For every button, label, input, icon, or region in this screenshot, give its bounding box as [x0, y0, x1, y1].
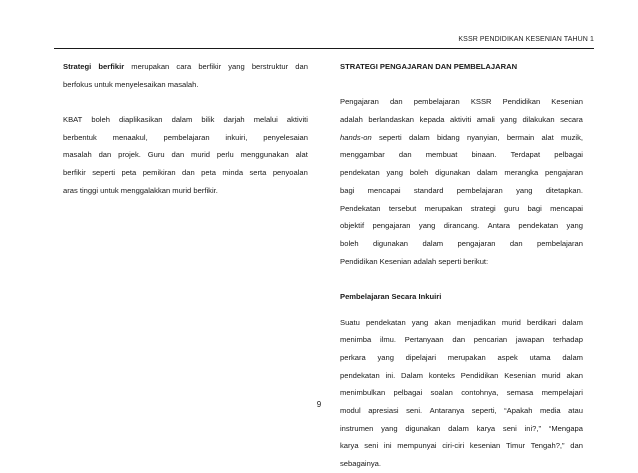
word: semasa [506, 388, 534, 398]
word: aras [63, 185, 78, 195]
word: pembelajaran [536, 238, 583, 248]
word: merupakan [131, 62, 170, 71]
word: Guru [147, 150, 165, 160]
word: Pendidikan [460, 370, 499, 380]
word: Tengah?,” [530, 441, 565, 451]
word: masalah. [167, 79, 199, 89]
word: digunakan [405, 423, 441, 433]
text-line [340, 164, 583, 182]
word: menimbulkan [340, 388, 386, 398]
word: dan [398, 150, 412, 160]
text-line [63, 182, 308, 200]
paragraph-pendekatan [340, 93, 583, 270]
word: Antaranya [429, 406, 465, 416]
word: menyelesaikan [114, 79, 166, 89]
text-line [63, 164, 308, 182]
word: dan [509, 238, 523, 248]
word: boleh [91, 115, 110, 125]
word: untuk [94, 79, 113, 89]
text-line [63, 76, 308, 94]
word: karya [476, 423, 496, 433]
word: strategi [470, 203, 496, 213]
page-number: 9 [316, 400, 322, 409]
word: Suatu [340, 317, 360, 327]
word: berstruktur [251, 62, 289, 71]
word: merupakan [424, 203, 463, 213]
word: pendekatan [518, 221, 559, 231]
word: darjah [223, 115, 245, 125]
word: merupakan [447, 353, 486, 362]
word: pengajaran [544, 168, 583, 178]
word: tersebut [388, 203, 417, 213]
word: untuk [100, 185, 119, 195]
paragraph-strategi-berfikir [63, 58, 308, 93]
word: tinggi [79, 185, 99, 195]
word: Pengajaran [340, 97, 379, 107]
word: peta [121, 168, 137, 178]
word: Timur [505, 441, 526, 451]
word: yang [566, 221, 583, 231]
word: bilik [201, 115, 215, 125]
word: pembelajaran [163, 132, 210, 142]
text-line [340, 200, 583, 218]
word: mencapai [550, 203, 583, 213]
text-line [63, 146, 308, 164]
text-line [340, 253, 583, 271]
word: hands-on [340, 132, 372, 142]
word: pemikiran [142, 168, 176, 178]
word: jawapan [515, 335, 545, 345]
word: menggalakkan [120, 185, 171, 195]
word: pendekatan [365, 317, 406, 327]
word: minda [222, 168, 244, 178]
word: masalah [63, 150, 92, 160]
text-line [340, 146, 583, 164]
word: dan [98, 150, 112, 160]
text-line [340, 314, 583, 332]
word: dalam [448, 423, 469, 433]
word: aktiviti [450, 115, 472, 125]
word: projek. [118, 150, 141, 160]
word: “Mengapa [548, 423, 583, 433]
word: Dalam [401, 370, 423, 380]
word: “Apakah [504, 406, 533, 416]
word: bagi [340, 185, 355, 195]
word: Pendekatan [340, 203, 381, 213]
word: berikut: [463, 256, 489, 266]
word: yang [516, 185, 533, 195]
left-column [63, 58, 308, 200]
paragraph-kbat [63, 111, 308, 199]
word: nyanyian, [467, 132, 500, 142]
word: Kesenian [551, 97, 583, 107]
word: menggunakan [240, 150, 289, 160]
paragraph-gap [63, 93, 308, 111]
word: akan [434, 317, 451, 327]
word: berfikir [63, 168, 86, 178]
word: dalam [422, 238, 444, 248]
word: seperti [92, 168, 116, 178]
word: Kesenian [379, 256, 412, 266]
word: dipelajari [405, 353, 437, 362]
text-line [340, 182, 583, 200]
text-line [340, 331, 583, 349]
text-line [340, 129, 583, 147]
word: contohnya, [461, 388, 499, 398]
word: pendekatan [340, 370, 380, 380]
word: instrumen [340, 423, 374, 433]
word: amali [476, 115, 495, 125]
word: berdikari [527, 317, 557, 327]
word: seperti [438, 256, 462, 266]
word: Pertanyaan [404, 335, 444, 345]
word: dan [171, 150, 185, 160]
word: dan [570, 441, 583, 451]
word: pencarian [473, 335, 508, 345]
word: aktiviti [286, 115, 308, 125]
word: serta [249, 168, 267, 178]
word: digunakan [435, 168, 471, 178]
text-line [63, 111, 308, 129]
word: muzik, [561, 132, 583, 142]
word: Kesenian [504, 370, 536, 380]
word: boleh [340, 238, 359, 248]
word: penyelesaian [263, 132, 308, 142]
running-header: KSSR PENDIDIKAN KESENIAN TAHUN 1 [458, 36, 594, 43]
word: KBAT [63, 115, 83, 125]
word: karya [340, 441, 359, 451]
word: dan [182, 168, 195, 178]
word: dalam [409, 132, 430, 142]
word: seperti, [471, 406, 497, 416]
word: standard [413, 185, 444, 195]
word: konteks [428, 370, 455, 380]
word: yang [500, 115, 517, 125]
word: dalam [171, 115, 193, 125]
text-line [340, 420, 583, 438]
word: menimba [340, 335, 372, 345]
word: menjadikan [456, 317, 496, 327]
word: guru [503, 203, 520, 213]
word: perlu [216, 150, 234, 160]
paragraph-gap [340, 76, 583, 94]
word: yang [418, 221, 436, 231]
text-line [340, 367, 583, 385]
word: binaan. [471, 150, 497, 160]
word: akan [566, 370, 583, 380]
word: ini. [385, 370, 396, 380]
text-line [63, 129, 308, 147]
text-line [340, 455, 583, 473]
word: objektif [340, 221, 365, 231]
word: secara [560, 115, 583, 125]
word: perkara [340, 353, 366, 362]
word: membuat [425, 150, 458, 160]
paragraph-inkuiri [340, 314, 583, 473]
word: soalan [430, 388, 453, 398]
word: bidang [436, 132, 460, 142]
word: berlandaskan [368, 115, 414, 125]
word: bermain [506, 132, 535, 142]
word: mempunyai [397, 441, 437, 451]
word: aspek [497, 353, 518, 362]
text-line [340, 235, 583, 253]
word: pendekatan [340, 168, 380, 178]
word: pengajaran [372, 221, 411, 231]
word: Terdapat [510, 150, 541, 160]
word: murid [541, 370, 561, 380]
word: pelbagai [393, 388, 423, 398]
word: dan [295, 62, 308, 71]
word: atau [568, 406, 583, 416]
word: berfokus [63, 79, 93, 89]
section-heading: STRATEGI PENGAJARAN DAN PEMBELAJARAN [340, 62, 518, 71]
word: ciri-ciri [442, 441, 465, 451]
word: murid [172, 185, 192, 195]
word: sebagainya. [340, 459, 381, 469]
word: dalam [562, 317, 583, 327]
paragraph-gap [340, 306, 583, 314]
word: adalah [413, 256, 437, 266]
word: merangka [504, 168, 539, 178]
header-rule [54, 48, 594, 49]
word: cara [176, 62, 192, 71]
word: seni [502, 423, 517, 433]
word: yang [386, 168, 403, 178]
subsection-heading: Pembelajaran Secara Inkuiri [340, 291, 442, 301]
word: dalam [476, 168, 498, 178]
word: seni. [406, 406, 423, 416]
word: seperti [378, 132, 402, 142]
word: Strategi [63, 62, 92, 71]
word: berfikir [198, 62, 222, 71]
word: yang [228, 62, 245, 71]
word: kepada [419, 115, 445, 125]
word: diaplikasikan [119, 115, 163, 125]
word: modul [340, 406, 361, 416]
word: menaakul, [112, 132, 148, 142]
word: inkuiri, [225, 132, 248, 142]
word: mempelajari [541, 388, 583, 398]
paragraph-gap [340, 270, 583, 288]
word: ini?,” [524, 423, 542, 433]
word: alat [295, 150, 308, 160]
word: digunakan [372, 238, 409, 248]
word: dan [389, 97, 403, 107]
word: terhadap [552, 335, 583, 345]
word: boleh [409, 168, 429, 178]
word: murid [191, 150, 211, 160]
text-line [340, 349, 583, 367]
word: Antara [487, 221, 511, 231]
right-column [340, 58, 583, 473]
word: utama [529, 353, 551, 362]
word: pelbagai [554, 150, 583, 160]
word: ilmu. [379, 335, 397, 345]
text-line [340, 111, 583, 129]
word: melalui [253, 115, 278, 125]
word: media [539, 406, 561, 416]
word: KSSR [470, 97, 492, 107]
word: seni [364, 441, 379, 451]
word: penyoalan [272, 168, 308, 178]
word: pembelajaran [456, 185, 503, 195]
text-line [340, 93, 583, 111]
word: apresiasi [368, 406, 399, 416]
text-line [340, 217, 583, 235]
word: ditetapkan. [545, 185, 583, 195]
word: Pendidikan [502, 97, 541, 107]
word: dalam [562, 353, 583, 362]
text-line [63, 58, 308, 76]
word: berfikir [98, 62, 125, 71]
word: pembelajaran [413, 97, 460, 107]
word: mencapai [367, 185, 401, 195]
word: berbentuk [63, 132, 97, 142]
word: dan [452, 335, 466, 345]
text-line [340, 437, 583, 455]
word: murid [501, 317, 521, 327]
word: ini [383, 441, 392, 451]
word: Pendidikan [340, 256, 378, 266]
word: pengajaran [457, 238, 496, 248]
word: yang [411, 317, 429, 327]
word: kesenian [469, 441, 501, 451]
word: dilakukan [522, 115, 555, 125]
word: yang [377, 353, 394, 362]
word: alat [541, 132, 554, 142]
word: menggambar [340, 150, 385, 160]
word: bagi [527, 203, 542, 213]
word: dirancang. [443, 221, 480, 231]
word: adalah [340, 115, 363, 125]
word: peta [201, 168, 216, 178]
word: yang [381, 423, 398, 433]
word: berfikir. [193, 185, 218, 195]
